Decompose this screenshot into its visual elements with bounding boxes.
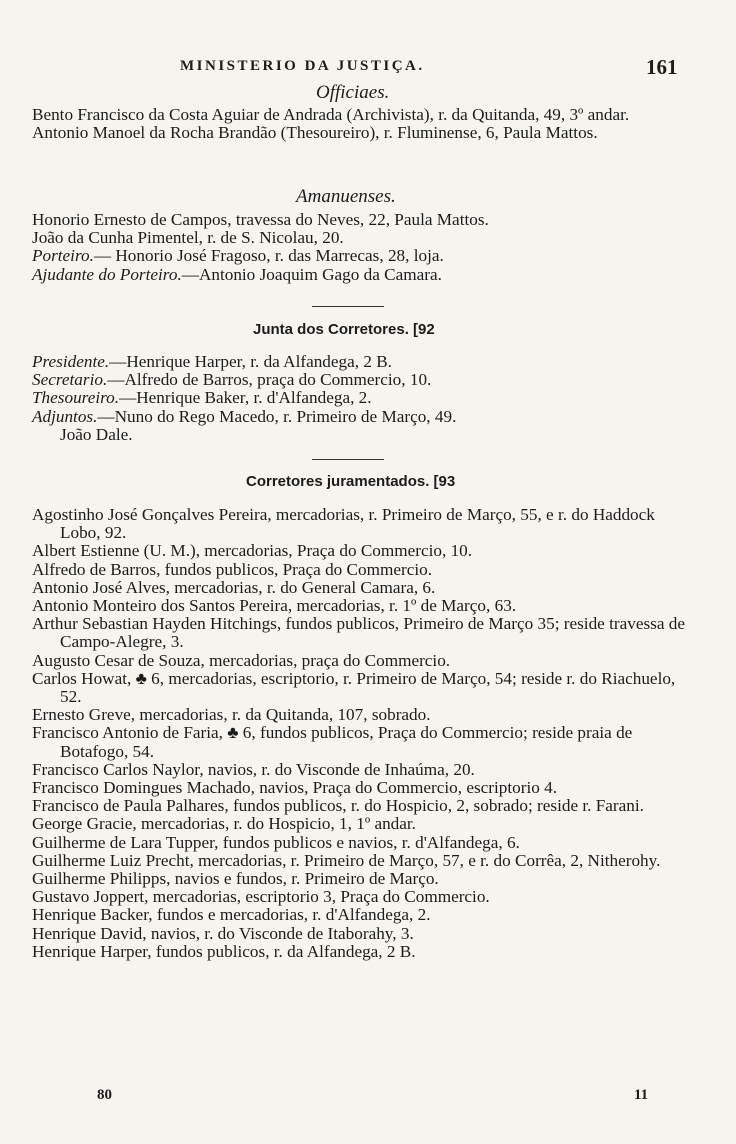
list-item: Albert Estienne (U. M.), mercadorias, Praça do Commercio, 10. xyxy=(32,541,473,561)
list-item: João da Cunha Pimentel, r. de S. Nicolau, 20. xyxy=(32,228,344,248)
list-item xyxy=(32,353,692,371)
entry-text: —Henrique Baker, r. d'Alfandega, 2. xyxy=(119,388,372,408)
list-item: Augusto Cesar de Souza, mercadorias, praça do Commercio. xyxy=(32,650,451,670)
list-item: Agostinho José Gonçalves Pereira, mercadorias, r. Primeiro de Março, 55, e r. do Haddock Lobo, 92. xyxy=(32,505,655,543)
list-item xyxy=(32,389,692,407)
corretores-list xyxy=(32,506,692,961)
list-item: Francisco de Paula Palhares, fundos publicos, r. do Hospicio, 2, sobrado; reside r. Farani. xyxy=(32,796,644,816)
list-item: Antonio Manoel da Rocha Brandão (Thesoureiro), r. Fluminense, 6, Paula Mattos. xyxy=(32,123,598,143)
list-item: Honorio Ernesto de Campos, travessa do Neves, 22, Paula Mattos. xyxy=(32,210,489,229)
list-item: Francisco Carlos Naylor, navios, r. do Visconde de Inhaúma, 20. xyxy=(32,759,475,779)
section-title-junta: Junta dos Corretores. [92 xyxy=(253,321,435,338)
list-item: Alfredo de Barros, fundos publicos, Praça do Commercio. xyxy=(32,559,432,579)
list-item: Antonio José Alves, mercadorias, r. do General Camara, 6. xyxy=(32,577,436,597)
list-item xyxy=(32,408,692,426)
list-item: Ernesto Greve, mercadorias, r. da Quitanda, 107, sobrado. xyxy=(32,705,431,725)
list-item: Francisco Domingues Machado, navios, Praça do Commercio, escriptorio 4. xyxy=(32,778,558,798)
amanuenses-list xyxy=(32,211,692,284)
footer-mark: 11 xyxy=(634,1087,649,1103)
running-header: MINISTERIO DA JUSTIÇA. xyxy=(180,58,425,74)
page-number: 161 xyxy=(646,55,678,79)
entry-text: —Nuno do Rego Macedo, r. Primeiro de Março, 49. xyxy=(97,406,457,426)
section-title-officiaes: Officiaes. xyxy=(316,82,390,103)
porteiro-entry xyxy=(32,247,692,265)
list-item: Henrique David, navios, r. do Visconde de Itaborahy, 3. xyxy=(32,923,414,943)
list-item: Carlos Howat, ♣ 6, mercadorias, escriptorio, r. Primeiro de Março, 54; reside r. do Riachuelo, 52. xyxy=(32,668,676,707)
divider xyxy=(312,306,384,307)
list-item: Francisco Antonio de Faria, ♣ 6, fundos publicos, Praça do Commercio; reside praia de Botafogo, 54. xyxy=(32,723,633,761)
role-label: Presidente. xyxy=(32,352,110,371)
signature-mark: 80 xyxy=(97,1087,112,1103)
list-item: Henrique Backer, fundos e mercadorias, r. d'Alfandega, 2. xyxy=(32,905,431,925)
officiaes-list xyxy=(32,106,692,142)
entry-text: —Alfredo de Barros, praça do Commercio, 10. xyxy=(107,370,432,390)
section-title-corretores: Corretores juramentados. [93 xyxy=(246,473,456,490)
list-item xyxy=(32,371,692,389)
list-item: George Gracie, mercadorias, r. do Hospicio, 1, 1º andar. xyxy=(32,814,416,834)
divider xyxy=(312,459,384,460)
list-item: Guilherme Philipps, navios e fundos, r. Primeiro de Março. xyxy=(32,869,439,889)
role-label: Ajudante do Porteiro. xyxy=(32,264,182,284)
role-label: Thesoureiro. xyxy=(32,388,120,408)
list-item: Bento Francisco da Costa Aguiar de Andrada (Archivista), r. da Quitanda, 49, 3º andar. xyxy=(32,105,630,124)
junta-list xyxy=(32,353,692,444)
list-item: João Dale. xyxy=(60,424,133,444)
list-item: Arthur Sebastian Hayden Hitchings, fundos publicos, Primeiro de Março 35; reside travessa de Campo-Alegre, 3. xyxy=(32,614,685,652)
entry-text: —Henrique Harper, r. da Alfandega, 2 B. xyxy=(109,352,392,371)
role-label: Secretario. xyxy=(32,370,108,390)
role-label: Porteiro. xyxy=(32,246,94,266)
section-title-amanuenses: Amanuenses. xyxy=(296,186,396,207)
list-item: Gustavo Joppert, mercadorias, escriptorio 3, Praça do Commercio. xyxy=(32,887,490,907)
list-item: Antonio Monteiro dos Santos Pereira, mercadorias, r. 1º de Março, 63. xyxy=(32,596,517,616)
entry-text: —Antonio Joaquim Gago da Camara. xyxy=(181,264,442,284)
ajudante-entry xyxy=(32,266,692,284)
list-item: Henrique Harper, fundos publicos, r. da Alfandega, 2 B. xyxy=(32,941,416,961)
entry-text: — Honorio José Fragoso, r. das Marrecas, 28, loja. xyxy=(93,246,444,266)
list-item: Guilherme de Lara Tupper, fundos publicos e navios, r. d'Alfandega, 6. xyxy=(32,832,520,852)
role-label: Adjuntos. xyxy=(32,406,98,426)
list-item: Guilherme Luiz Precht, mercadorias, r. Primeiro de Março, 57, e r. do Corrêa, 2, Nitherohy. xyxy=(32,850,661,870)
